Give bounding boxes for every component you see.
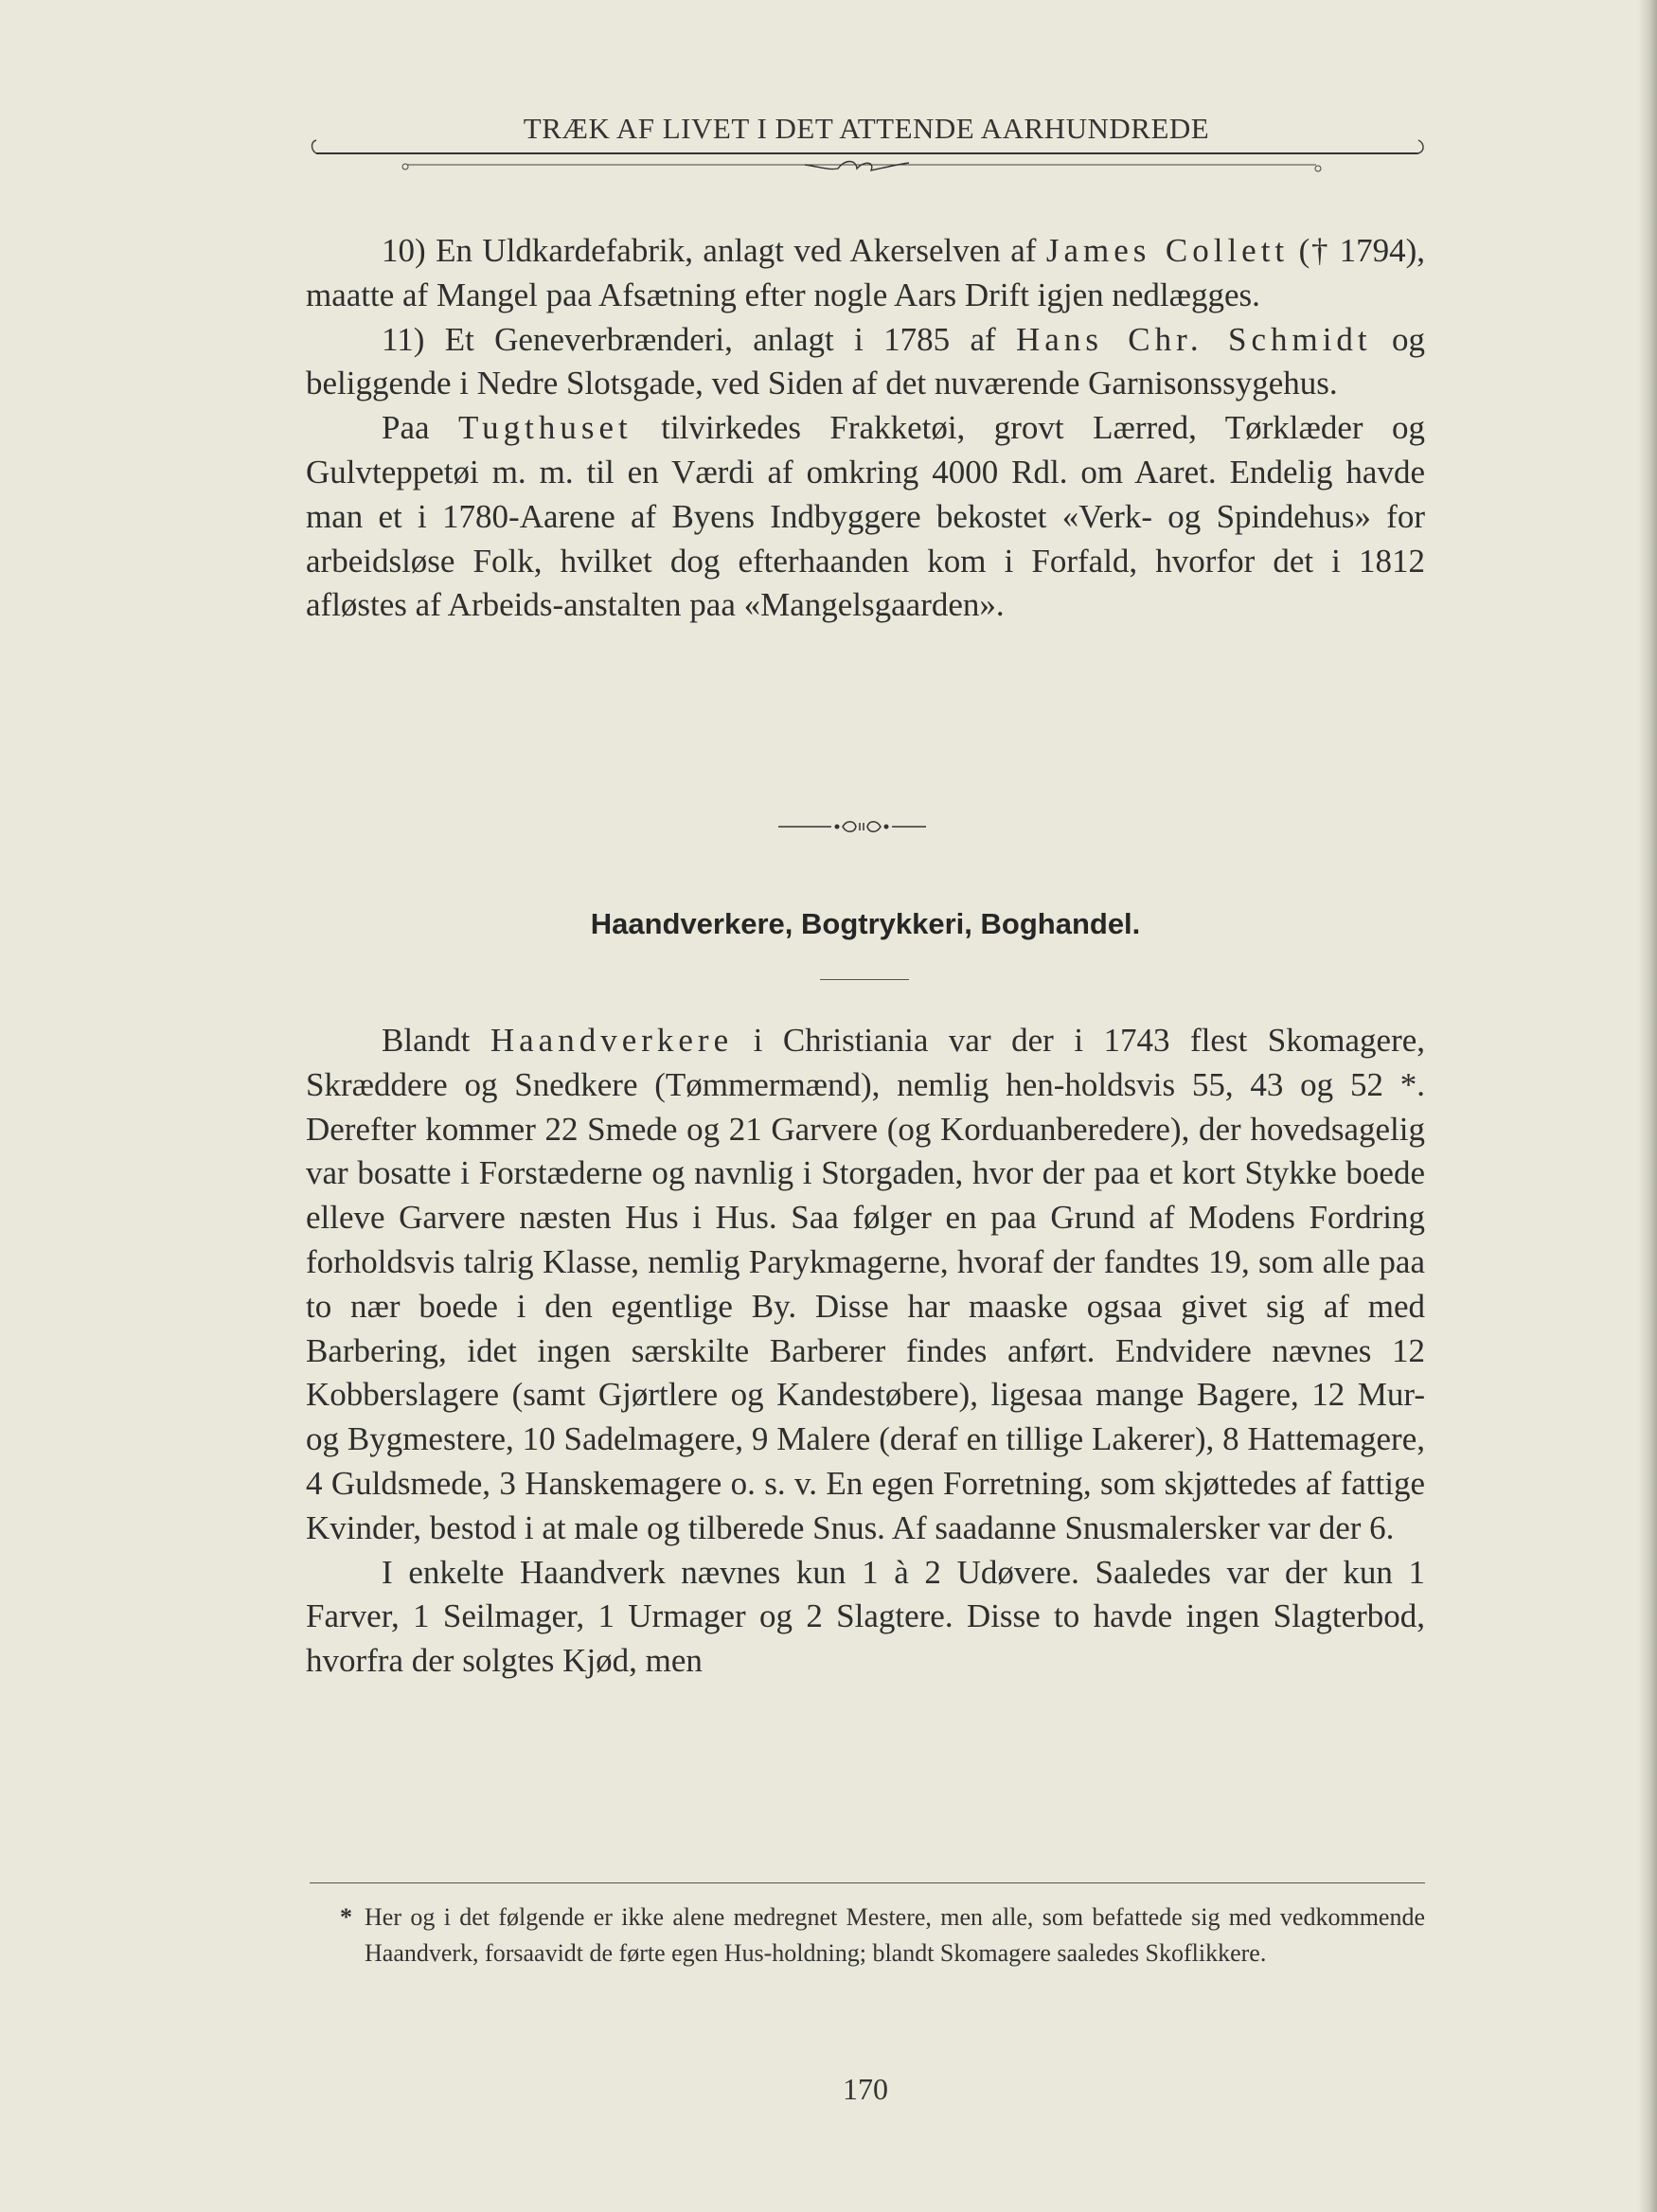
footnote [340, 1900, 1425, 1971]
page-number: 170 [843, 2072, 888, 2106]
spaced-name: James Collett [1045, 232, 1290, 269]
paragraph-tail: tilvirkedes Frakketøi, grovt Lærred, Tørklæder og Gulvteppetøi m. m. til en Værdi af omkring 4000 Rdl. om Aaret. Endelig havde man et i 1780-Aarene af Byens Indbyggere bekostet «Verk- og Spindehus» for arbeidsløse Folk, hvilket dog efterhaanden kom i Forfald, hvorfor det i 1812 afløstes af Arbeids-anstalten paa «Mangelsgaarden». [306, 409, 1425, 624]
paragraph-lead: Blandt [382, 1022, 490, 1059]
main-text-block [306, 1019, 1425, 1684]
paragraph-lead: Paa [382, 409, 458, 447]
footnote-text: Her og i det følgende er ikke alene medregnet Mestere, men alle, som befattede sig med vedkommende Haandverk, forsaavidt de førte egen Hus-holdning; blandt Skomagere saaledes Skoflikkere. [365, 1903, 1425, 1967]
paragraph-tail: I enkelte Haandverk nævnes kun 1 à 2 Udøvere. Saaledes var der kun 1 Farver, 1 Seilmager, 1 Urmager og 2 Slagtere. Disse to havde ingen Slagterbod, hvorfra der solgtes Kjød, men [306, 1553, 1425, 1680]
paragraph-item-11 [306, 318, 1425, 407]
footnote-rule [310, 1882, 1425, 1883]
section-heading: Haandverkere, Bogtrykkeri, Boghandel. [590, 907, 1141, 940]
top-text-block [306, 229, 1425, 628]
heading-underline-rule [820, 979, 909, 980]
paragraph-item-10 [306, 229, 1425, 318]
spaced-name: Hans Chr. Schmidt [1016, 320, 1372, 358]
paragraph-tail: († 1794), maatte af Mangel paa Afsætning efter nogle Aars Drift igjen nedlægges. [306, 232, 1425, 313]
paragraph-tail: og beliggende i Nedre Slotsgade, ved Siden af det nuværende Garnisonssygehus. [306, 320, 1426, 402]
running-head: TRÆK AF LIVET I DET ATTENDE AARHUNDREDE [523, 112, 1210, 145]
paragraph-tugthuset [306, 406, 1425, 628]
paragraph-enkelte-haandverk [306, 1551, 1425, 1684]
paragraph-lead: 11) Et Geneverbrænderi, anlagt i 1785 af [382, 320, 1017, 358]
paragraph-tail: i Christiania var der i 1743 flest Skomagere, Skræddere og Snedkere (Tømmermænd), nemlig hen-holdsvis 55, 43 og 52 *. Derefter kommer 22 Smede og 21 Garvere (og Korduanberedere), der hovedsagelig var bosatte i Forstæderne og navnlig i Storgaden, hvor der paa et kort Stykke boede elleve Garvere næsten Hus i Hus. Saa følger en paa Grund af Modens Fordring forholdsvis talrig Klasse, nemlig Parykmagerne, hvoraf der fandtes 19, som alle paa to nær boede i den egentlige By. Disse har maaske ogsaa givet sig af med Barbering, idet ingen særskilte Barberer findes anført. Endvidere nævnes 12 Kobberslagere (samt Gjørtlere og Kandestøbere), ligesaa mange Bagere, 12 Mur- og Bygmestere, 10 Sadelmagere, 9 Malere (deraf en tillige Lakerer), 8 Hattemagere, 4 Guldsmede, 3 Hanskemagere o. s. v. En egen Forretning, som skjøttedes af fattige Kvinder, bestod i at male og tilberede Snus. Af saadanne Snusmalersker var der 6. [306, 1022, 1426, 1546]
spaced-name: Haandverkere [490, 1022, 734, 1059]
binding-shadow [1638, 0, 1657, 2212]
paragraph-lead: 10) En Uldkardefabrik, anlagt ved Akerselven af [382, 232, 1046, 269]
spaced-name: Tugthuset [458, 409, 633, 447]
paragraph-haandverkere [306, 1019, 1425, 1551]
footnote-marker: * [340, 1903, 352, 1931]
running-head-ornament-rule [303, 114, 1430, 189]
section-divider-ornament [776, 814, 928, 839]
